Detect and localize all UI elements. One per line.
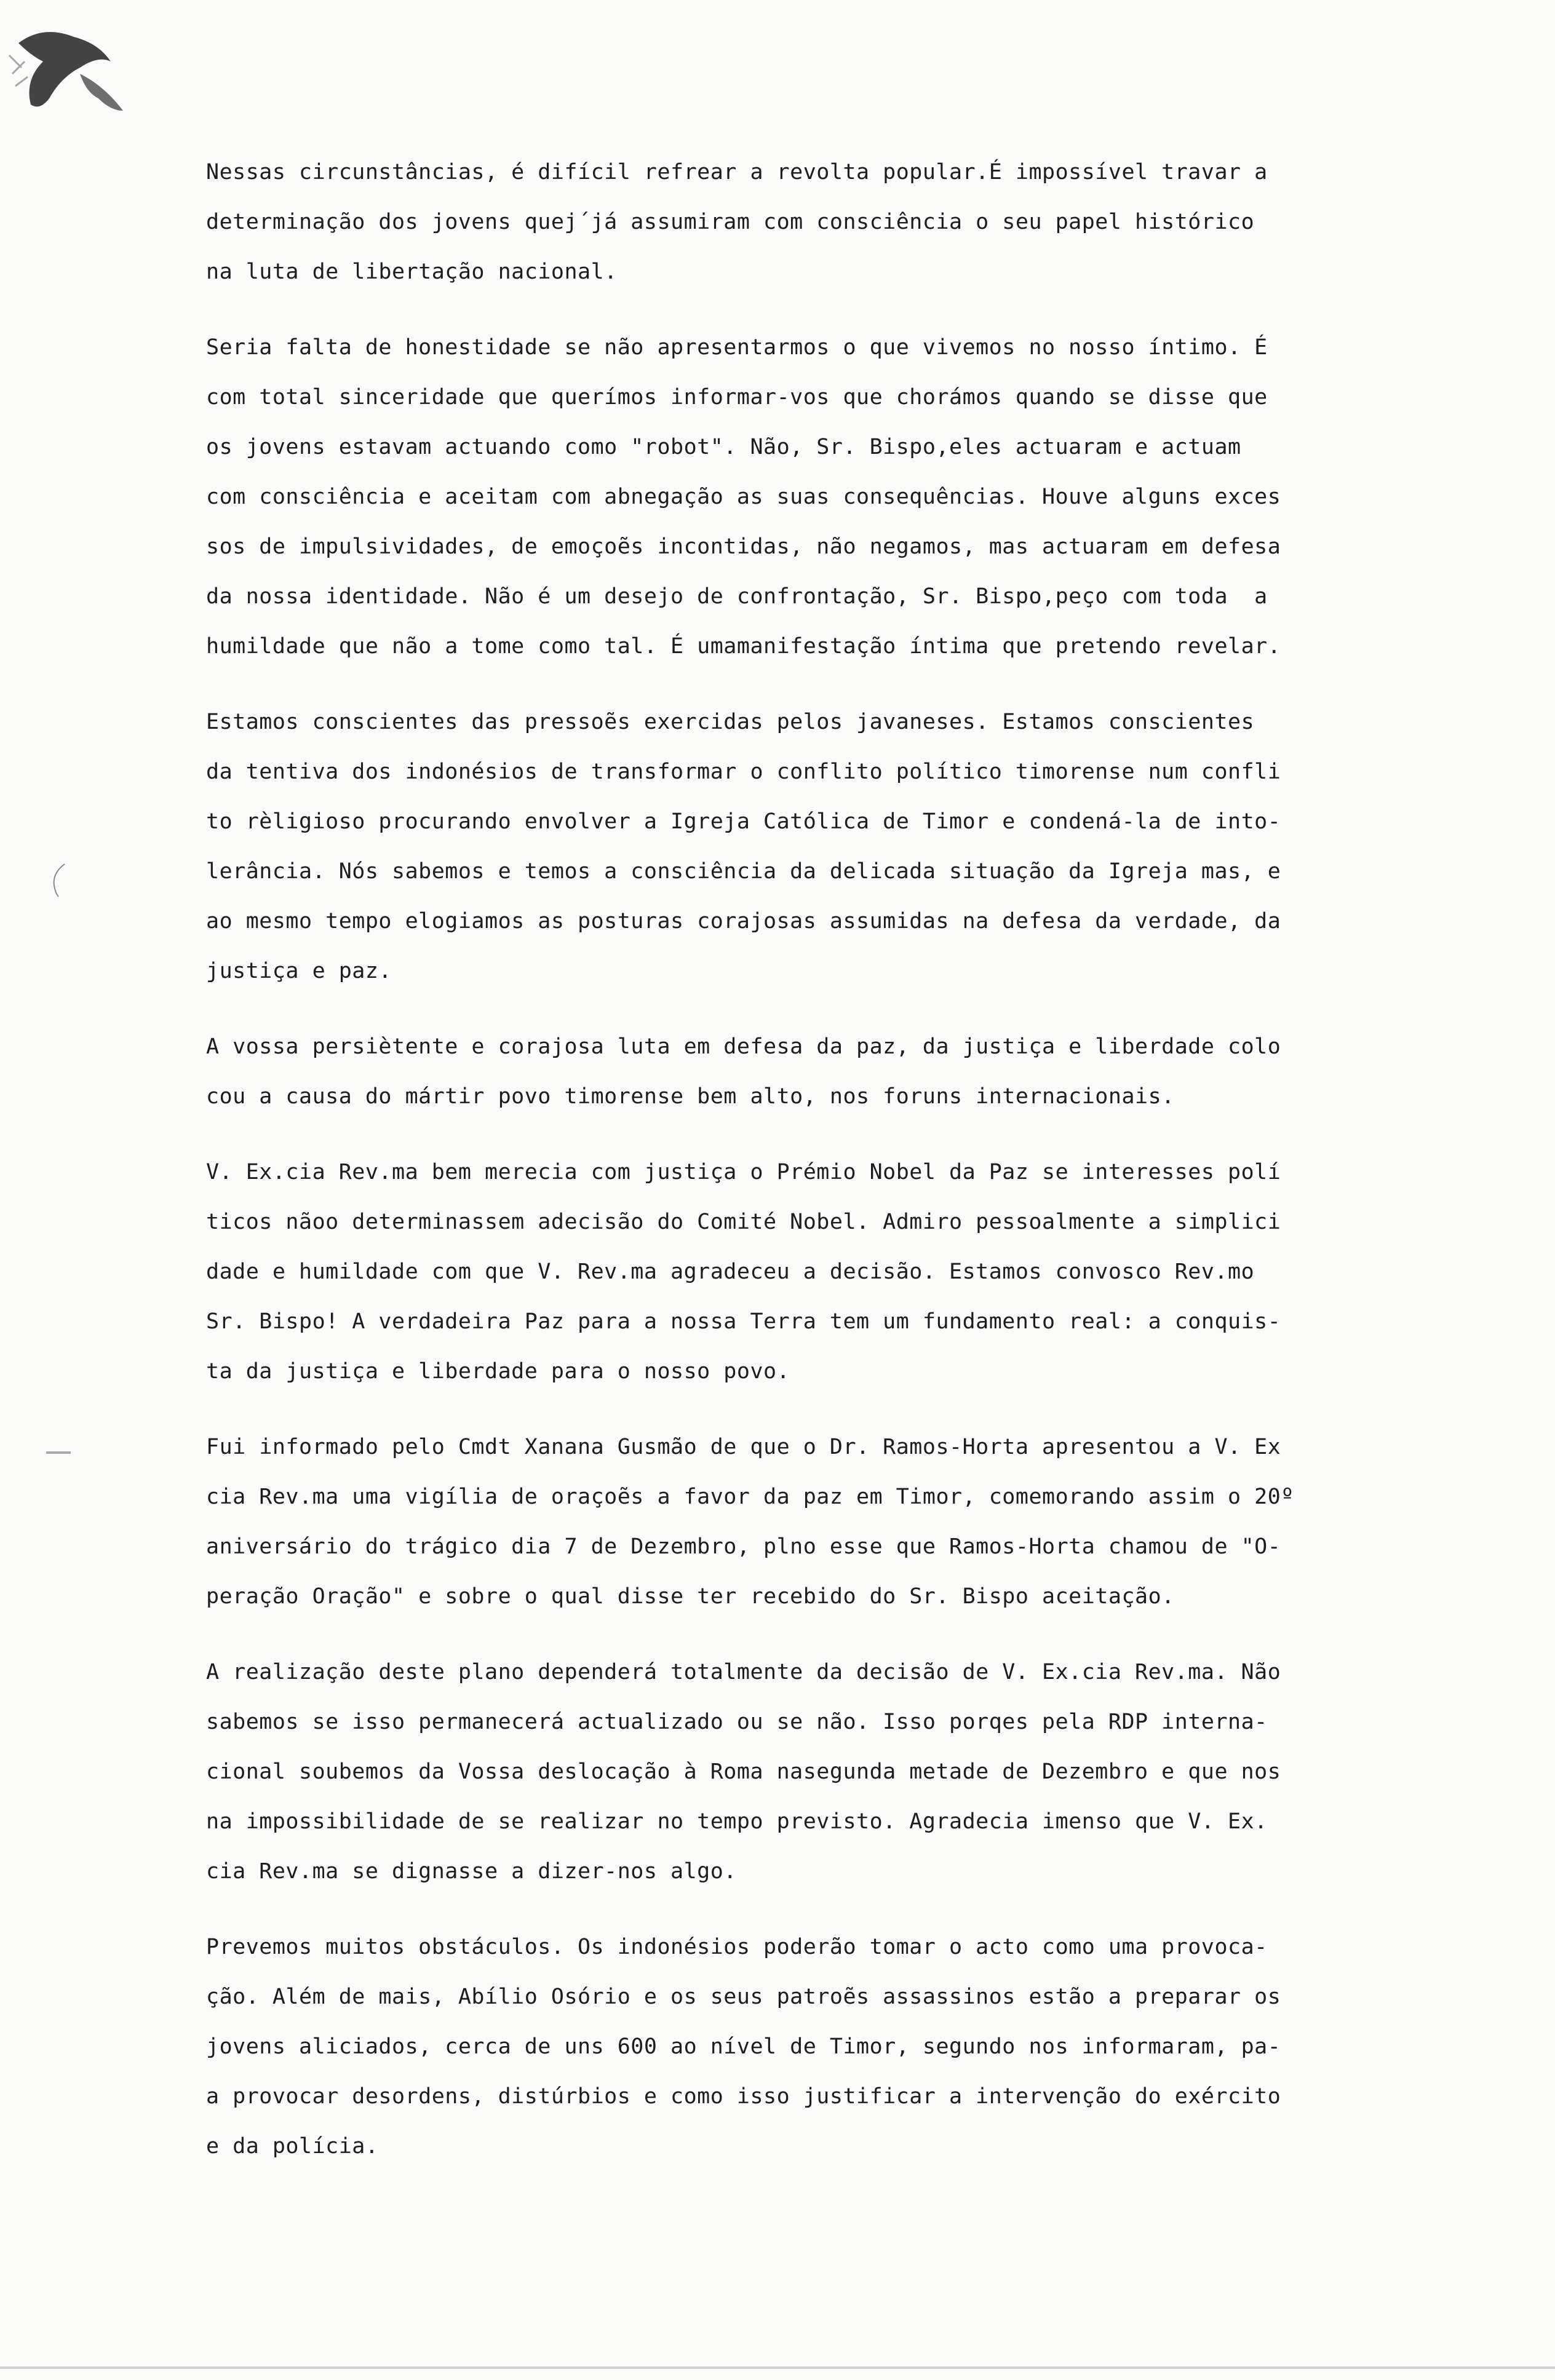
text-line: Seria falta de honestidade se não apresentarmos o que vivemos no nosso íntimo. É: [206, 335, 1268, 360]
text-line: cional soubemos da Vossa deslocação à Roma nasegunda metade de Dezembro e que nos: [206, 1759, 1281, 1784]
text-line: Fui informado pelo Cmdt Xanana Gusmão de que o Dr. Ramos-Horta apresentou a V. Ex: [206, 1435, 1281, 1459]
text-line: sabemos se isso permanecerá actualizado ou se não. Isso porqes pela RDP interna-: [206, 1710, 1268, 1734]
text-line: ao mesmo tempo elogiamos as posturas corajosas assumidas na defesa da verdade, da: [206, 909, 1281, 934]
text-line: lerância. Nós sabemos e temos a consciência da delicada situação da Igreja mas, e: [206, 859, 1281, 884]
text-line: ta da justiça e liberdade para o nosso povo.: [206, 1359, 790, 1384]
paragraph: [206, 148, 1461, 297]
text-line: aniversário do trágico dia 7 de Dezembro, plno esse que Ramos-Horta chamou de "O-: [206, 1534, 1281, 1559]
text-line: cia Rev.ma uma vigília de oraçoẽs a favor da paz em Timor, comemorando assim o 20º: [206, 1485, 1294, 1509]
text-line: dade e humildade com que V. Rev.ma agradeceu a decisão. Estamos convosco Rev.mo: [206, 1259, 1255, 1284]
text-line: A vossa persiètente e corajosa luta em defesa da paz, da justiça e liberdade colo: [206, 1034, 1281, 1059]
text-line: cou a causa do mártir povo timorense bem alto, nos foruns internacionais.: [206, 1084, 1175, 1109]
text-line: e da polícia.: [206, 2134, 379, 2159]
text-line: jovens aliciados, cerca de uns 600 ao nível de Timor, segundo nos informaram, pa-: [206, 2034, 1281, 2059]
text-line: os jovens estavam actuando como "robot". Não, Sr. Bispo,eles actuaram e actuam: [206, 435, 1241, 459]
page-bottom-edge: [0, 2366, 1555, 2369]
text-line: A realização deste plano dependerá totalmente da decisão de V. Ex.cia Rev.ma. Não: [206, 1660, 1281, 1684]
text-line: da nossa identidade. Não é um desejo de confrontação, Sr. Bispo,peço com toda a: [206, 584, 1268, 609]
text-line: Sr. Bispo! A verdadeira Paz para a nossa Terra tem um fundamento real: a conquis-: [206, 1309, 1281, 1334]
paragraph: [206, 1022, 1461, 1122]
text-line: cia Rev.ma se dignasse a dizer-nos algo.: [206, 1859, 737, 1884]
text-line: com consciência e aceitam com abnegação as suas consequências. Houve alguns exces: [206, 485, 1281, 509]
text-line: to rèligioso procurando envolver a Igreja Católica de Timor e condená-la de into-: [206, 809, 1281, 834]
text-line: determinação dos jovens quej´já assumiram com consciência o seu papel histórico: [206, 210, 1255, 234]
paragraph: [206, 323, 1461, 672]
text-line: da tentiva dos indonésios de transformar o conflito político timorense num confli: [206, 760, 1281, 784]
text-line: sos de impulsividades, de emoçoẽs incontidas, não negamos, mas actuaram em defesa: [206, 534, 1281, 559]
handwritten-corner-mark: [6, 18, 141, 141]
margin-pencil-mark: [49, 861, 68, 898]
text-line: com total sinceridade que querímos informar-vos que chorámos quando se disse que: [206, 385, 1268, 410]
paragraph: [206, 1422, 1461, 1622]
text-line: ção. Além de mais, Abílio Osório e os seus patroẽs assassinos estão a preparar os: [206, 1985, 1281, 2009]
paragraph: [206, 697, 1461, 996]
text-line: a provocar desordens, distúrbios e como isso justificar a intervenção do exército: [206, 2084, 1281, 2109]
paragraph: [206, 1922, 1461, 2172]
text-line: Prevemos muitos obstáculos. Os indonésios poderão tomar o acto como uma provoca-: [206, 1935, 1268, 1959]
text-line: Estamos conscientes das pressoẽs exercidas pelos javaneses. Estamos conscientes: [206, 710, 1255, 734]
paragraph: [206, 1648, 1461, 1897]
text-line: humildade que não a tome como tal. É umamanifestação íntima que pretendo revelar.: [206, 634, 1281, 659]
text-line: peração Oração" e sobre o qual disse ter recebido do Sr. Bispo aceitação.: [206, 1584, 1175, 1609]
margin-dash: [46, 1451, 71, 1454]
text-line: ticos nãoo determinassem adecisão do Comité Nobel. Admiro pessoalmente a simplici: [206, 1210, 1281, 1234]
text-line: na luta de libertação nacional.: [206, 260, 618, 284]
letter-body: [206, 148, 1461, 2197]
text-line: Nessas circunstâncias, é difícil refrear a revolta popular.É impossível travar a: [206, 160, 1268, 184]
paragraph: [206, 1148, 1461, 1397]
text-line: V. Ex.cia Rev.ma bem merecia com justiça o Prémio Nobel da Paz se interesses polí: [206, 1160, 1281, 1184]
text-line: justiça e paz.: [206, 959, 392, 983]
text-line: na impossibilidade de se realizar no tempo previsto. Agradecia imenso que V. Ex.: [206, 1809, 1268, 1834]
